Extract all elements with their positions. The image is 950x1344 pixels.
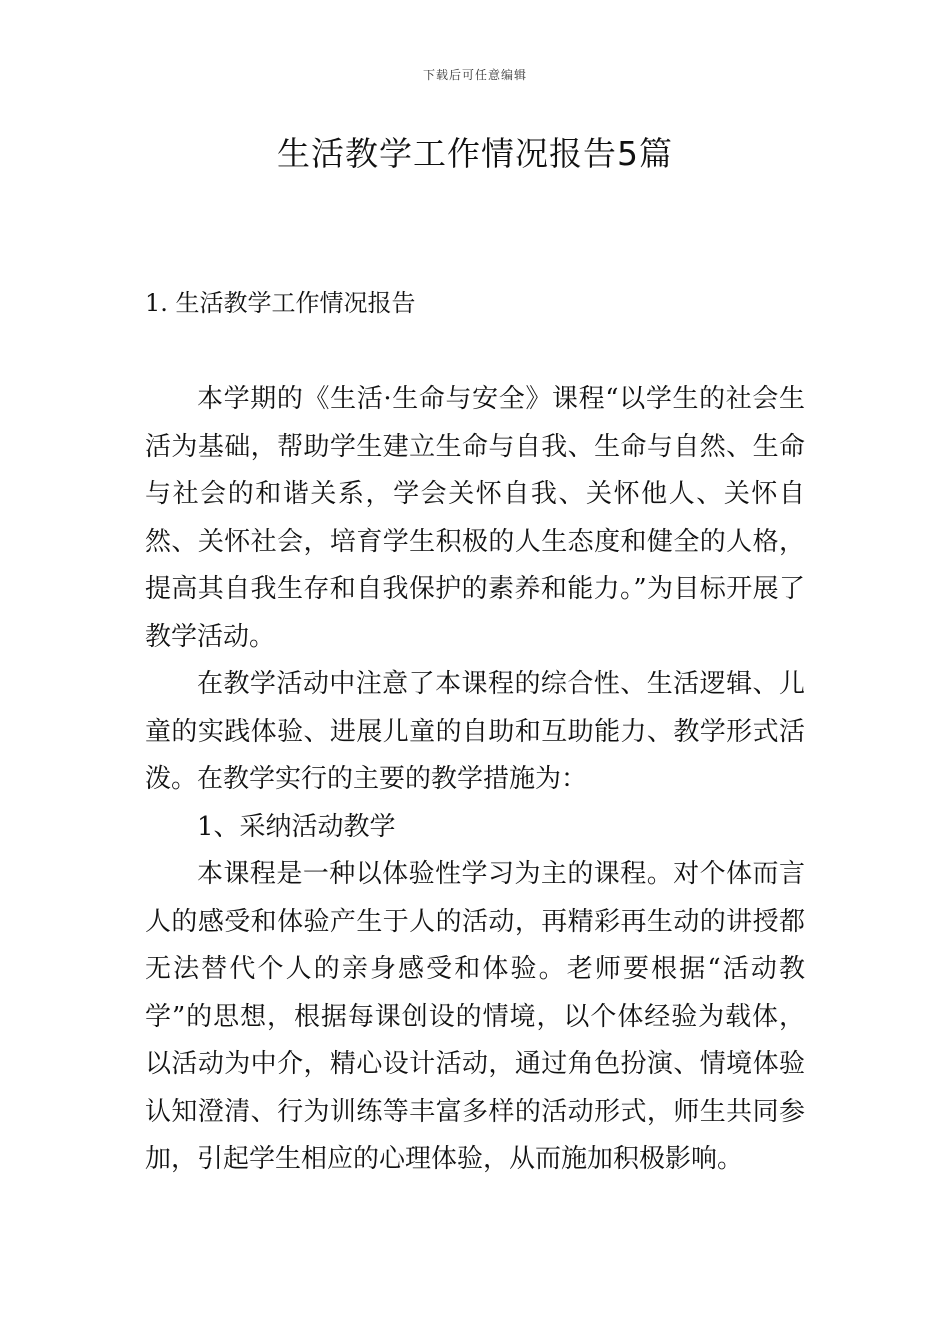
document-body [145, 376, 805, 1184]
paragraph-activity-teaching: 本课程是一种以体验性学习为主的课程。对个体而言人的感受和体验产生于人的活动，再精彩再生动的讲授都无法替代个人的亲身感受和体验。老师要根据“活动教学”的思想，根据每课创设的情境，以个体经验为载体，以活动为中介，精心设计活动，通过角色扮演、情境体验认知澄清、行为训练等丰富多样的活动形式，师生共同参加，引起学生相应的心理体验，从而施加积极影响。 [145, 859, 805, 1174]
header-note: 下载后可任意编辑 [422, 68, 527, 82]
section-heading: 1. 生活教学工作情况报告 [145, 289, 416, 317]
paragraph-measures: 在教学活动中注意了本课程的综合性、生活逻辑、儿童的实践体验、进展儿童的自助和互助能力、教学形式活泼。在教学实行的主要的教学措施为： [145, 669, 805, 794]
paragraph-intro: 本学期的《生活·生命与安全》课程“以学生的社会生活为基础，帮助学生建立生命与自我、生命与自然、生命与社会的和谐关系，学会关怀自我、关怀他人、关怀自然、关怀社会，培育学生积极的人生态度和健全的人格，提高其自我生存和自我保护的素养和能力。”为目标开展了教学活动。 [145, 384, 805, 652]
document-title: 生活教学工作情况报告5篇 [277, 134, 673, 173]
paragraph-subheading: 1、采纳活动教学 [197, 811, 396, 842]
